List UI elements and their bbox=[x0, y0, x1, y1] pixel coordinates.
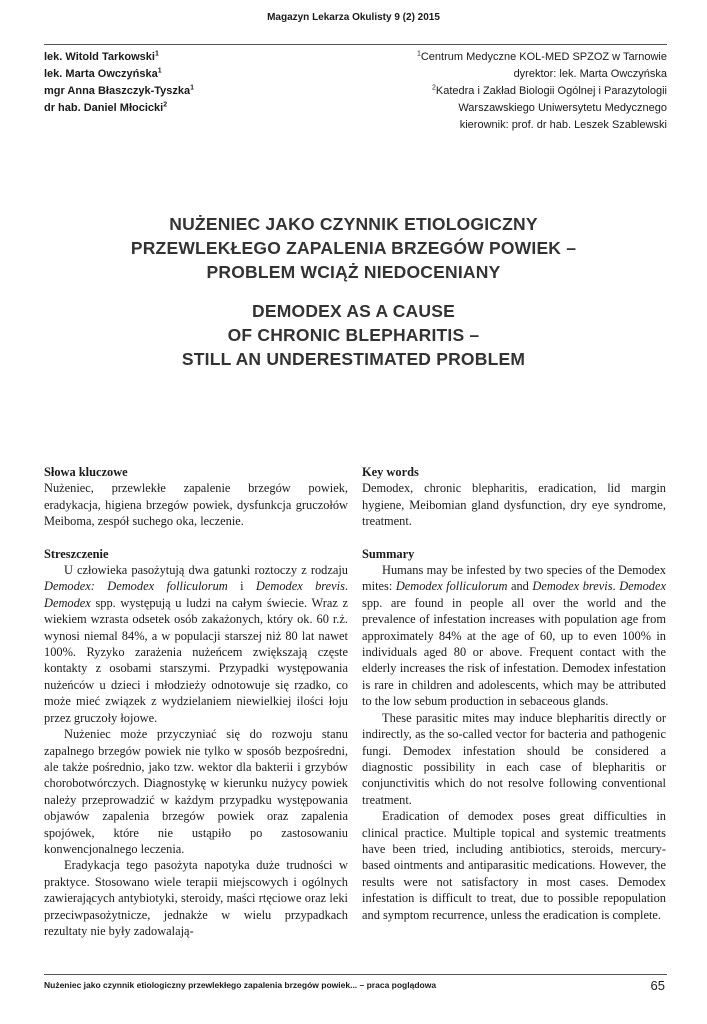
title-line: PRZEWLEKŁEGO ZAPALENIA BRZEGÓW POWIEK – bbox=[130, 238, 577, 258]
running-title: Nużeniec jako czynnik etiologiczny przewlekłego zapalenia brzegów powiek... – praca poglądowa bbox=[44, 980, 437, 990]
title-line: PROBLEM WCIĄŻ NIEDOCENIANY bbox=[206, 262, 501, 282]
abstract-paragraph: Nużeniec może przyczyniać się do rozwoju stanu zapalnego brzegów powiek nie tylko w sposób bezpośredni, ale także pośrednio, jako tzw. wektor dla bakterii i grzybów chorobotwórczych. Diagnostykę w kierunku nużycy powiek należy przeprowadzić w każdym przypadku występowania objawów zapalenia brzegów powiek oraz zapalenia spojówek, które nie ustąpiło po zastosowaniu konwencjonalnego leczenia. bbox=[44, 727, 348, 856]
author-list bbox=[44, 49, 284, 117]
keywords-text: Nużeniec, przewlekłe zapalenie brzegów powiek, eradykacja, higiena brzegów powiek, dysfunkcja gruczołów Meiboma, zespół suchego oka, leczenie. bbox=[44, 481, 348, 529]
abstract-paragraph: Eradykacja tego pasożyta napotyka duże trudności w praktyce. Stosowano wiele terapii miejscowych i ogólnych zawierających antybiotyki, steroidy, maści rtęciowe oraz leki przeciwpasożytnicze, jednakże w wielu przypadkach rezultaty nie były zadowalają- bbox=[44, 858, 348, 938]
author: lek. Marta Owczyńska$^1$ bbox=[44, 67, 162, 80]
title-polish bbox=[0, 212, 707, 284]
affiliation-line: Warszawskiego Uniwersytetu Medycznego bbox=[458, 102, 667, 114]
header-rule bbox=[44, 44, 667, 45]
column-polish bbox=[44, 464, 348, 939]
abstract-paragraph: These parasitic mites may induce blepharitis directly or indirectly, as the so-called vector for bacteria and pathogenic fungi. Demodex infestation should be considered a diagnostic possibility in each case of blepharitis or conjunctivitis which do not resolve following conventional treatment. bbox=[362, 710, 666, 807]
abstract-heading: Summary bbox=[362, 546, 415, 561]
abstract-paragraph: U człowieka pasożytują dwa gatunki roztoczy z rodzaju Demodex: Demodex folliculorum i Demodex brevis. Demodex spp. występują u ludzi na całym świecie. Wraz z wiekiem wzrasta odsetek osób zakażonych, który ok. 60 r.ż. wynosi niemal 84%, a w populacji starszej niż 80 lat nawet 100%. Ryzyko zarażenia nużeńcem zwiększają częste kontakty z osobami starszymi. Przypadki występowania nużeńców u dzieci i młodzieży odnotowuje się rzadko, co może mieć związek z wydzielaniem niewielkiej ilości łoju przez gruczoły łojowe. bbox=[44, 563, 349, 725]
title-line: OF CHRONIC BLEPHARITIS – bbox=[227, 325, 480, 345]
affiliation-line: kierownik: prof. dr hab. Leszek Szablewski bbox=[459, 119, 667, 131]
abstract-paragraph: Eradication of demodex poses great difficulties in clinical practice. Multiple topical and systemic treatments have been tried, including antibiotics, steroids, mercury-based ointments and antiparasitic medications. However, the results were not satisfactory in most cases. Demodex infestation is difficult to treat, due to possible repopulation and symptom recurrence, unless the eradication is complete. bbox=[362, 809, 666, 922]
page-number: 65 bbox=[650, 978, 665, 993]
keywords-heading: Key words bbox=[362, 465, 419, 479]
affiliation-line: dyrektor: lek. Marta Owczyńska bbox=[513, 68, 667, 80]
title-line: DEMODEX AS A CAUSE bbox=[252, 301, 455, 321]
keywords-heading: Słowa kluczowe bbox=[44, 465, 128, 479]
author: mgr Anna Błaszczyk-Tyszka$^1$ bbox=[44, 84, 195, 97]
abstract-heading: Streszczenie bbox=[44, 546, 109, 561]
abstract-paragraph: Humans may be infested by two species of the Demodex mites: Demodex folliculorum and Demodex brevis. Demodex spp. are found in people all over the world and the prevalence of infestation increases with population age from approximately 84% at the age of 60, up to even 100% in individuals aged 80 or above. Frequent contact with the elderly increases the risk of infestation. Demodex infestation is rare in children and adolescents, which may be attributed to the low sebum production in sebaceous glands. bbox=[362, 563, 666, 709]
column-english bbox=[362, 464, 666, 923]
title-line: STILL AN UNDERESTIMATED PROBLEM bbox=[181, 349, 526, 369]
title-line: NUŻENIEC JAKO CZYNNIK ETIOLOGICZNY bbox=[169, 214, 538, 234]
title-english bbox=[0, 299, 707, 371]
keywords-text: Demodex, chronic blepharitis, eradication, lid margin hygiene, Meibomian gland dysfunction, dry eye syndrome, treatment. bbox=[362, 481, 666, 529]
affiliations bbox=[347, 49, 667, 134]
author: lek. Witold Tarkowski$^1$ bbox=[44, 50, 159, 63]
journal-header: Magazyn Lekarza Okulisty 9 (2) 2015 bbox=[267, 12, 440, 23]
affiliation-line: $^2$Katedra i Zakład Biologii Ogólnej i Parazytologii bbox=[431, 84, 667, 97]
footer-rule bbox=[44, 974, 667, 975]
author: dr hab. Daniel Młocicki$^2$ bbox=[44, 101, 168, 114]
affiliation-line: $^1$Centrum Medyczne KOL-MED SPZOZ w Tarnowie bbox=[416, 50, 667, 63]
